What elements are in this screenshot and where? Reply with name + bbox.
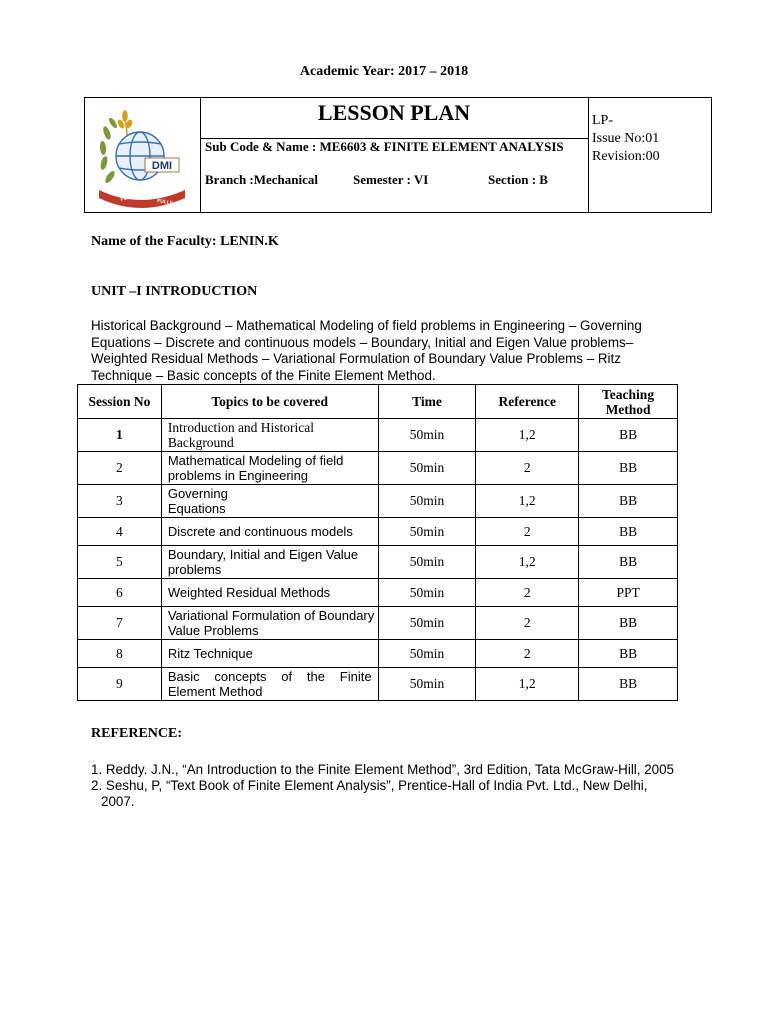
- reference-list: [91, 762, 681, 810]
- reference: 2: [476, 607, 579, 640]
- reference-item: 2. Seshu, P, “Text Book of Finite Element Analysis”, Prentice-Hall of India Pvt. Ltd., New Delhi, 2007.: [91, 778, 648, 809]
- teaching-method: BB: [579, 452, 678, 485]
- header-topics: Topics to be covered: [161, 385, 378, 419]
- section: Section : B: [488, 172, 548, 187]
- motto-left: FULLY HUMAN: [120, 188, 156, 203]
- revision-number: Revision:00: [592, 149, 660, 164]
- topic: Boundary, Initial and Eigen Value problems: [161, 546, 378, 579]
- teaching-method: BB: [579, 640, 678, 668]
- header-reference: Reference: [476, 385, 579, 419]
- time: 50min: [378, 579, 476, 607]
- title-cell: [200, 98, 589, 212]
- reference: 2: [476, 452, 579, 485]
- table-header-row: [78, 385, 678, 419]
- document-info: [592, 112, 660, 166]
- topic: Discrete and continuous models: [161, 518, 378, 546]
- session-no: 9: [78, 668, 162, 701]
- lp-number: LP-: [592, 113, 613, 128]
- session-no: 3: [78, 485, 162, 518]
- subject-code-name: Sub Code & Name : ME6603 & FINITE ELEMENT ANALYSIS: [205, 139, 564, 154]
- table-row: [78, 579, 678, 607]
- time: 50min: [378, 485, 476, 518]
- session-no: 8: [78, 640, 162, 668]
- topic: Weighted Residual Methods: [161, 579, 378, 607]
- page-title: LESSON PLAN: [317, 100, 471, 125]
- table-row: [78, 452, 678, 485]
- teaching-method: BB: [579, 546, 678, 579]
- reference: 1,2: [476, 485, 579, 518]
- reference: 2: [476, 640, 579, 668]
- teaching-method: PPT: [579, 579, 678, 607]
- header-time: Time: [378, 385, 476, 419]
- table-row: [78, 485, 678, 518]
- table-row: [78, 668, 678, 701]
- globe-icon: [116, 132, 164, 180]
- unit-title: UNIT –I INTRODUCTION: [91, 284, 258, 299]
- table-row: [78, 640, 678, 668]
- topic: Variational Formulation of Boundary Value Problems: [161, 607, 378, 640]
- time: 50min: [378, 419, 476, 452]
- logo-text: DMI: [151, 160, 173, 172]
- teaching-method: BB: [579, 518, 678, 546]
- session-no: 6: [78, 579, 162, 607]
- reference: 2: [476, 518, 579, 546]
- topic: Ritz Technique: [161, 640, 378, 668]
- header-box: [84, 97, 712, 213]
- header-session-no: Session No: [78, 385, 162, 419]
- topic: Introduction and Historical Background: [161, 419, 378, 452]
- reference: 1,2: [476, 419, 579, 452]
- branch: Branch :Mechanical: [205, 172, 319, 187]
- time: 50min: [378, 452, 476, 485]
- topic: Basic concepts of the Finite Element Method: [161, 668, 378, 701]
- table-row: [78, 607, 678, 640]
- reference: 1,2: [476, 546, 579, 579]
- time: 50min: [378, 546, 476, 579]
- time: 50min: [378, 640, 476, 668]
- teaching-method: BB: [579, 668, 678, 701]
- reference: 2: [476, 579, 579, 607]
- session-no: 2: [78, 452, 162, 485]
- semester: Semester : VI: [353, 172, 429, 187]
- table-row: [78, 546, 678, 579]
- dmi-logo: [85, 98, 200, 212]
- issue-number: Issue No:01: [592, 131, 660, 146]
- topic: Governing Equations: [161, 485, 378, 518]
- unit-description: Historical Background – Mathematical Modeling of field problems in Engineering – Governing Equations – Discrete and continuous models – Boundary, Initial and Eigen Value problems– Weighted Residual Methods – Variational Formulation of Boundary Value Problems – Ritz Technique – Basic concepts of the Finite Element Method.: [91, 318, 642, 383]
- academic-year: Academic Year: 2017 – 2018: [299, 64, 469, 79]
- laurel-icon: [99, 117, 118, 185]
- time: 50min: [378, 607, 476, 640]
- reference: 1,2: [476, 668, 579, 701]
- topic: Mathematical Modeling of field problems in Engineering: [161, 452, 378, 485]
- session-no: 5: [78, 546, 162, 579]
- teaching-method: BB: [579, 607, 678, 640]
- table-row: [78, 419, 678, 452]
- session-no: 4: [78, 518, 162, 546]
- lesson-plan-table: [77, 384, 678, 701]
- faculty-name: Name of the Faculty: LENIN.K: [91, 234, 279, 249]
- table-row: [78, 518, 678, 546]
- session-no: 7: [78, 607, 162, 640]
- reference-item: 1. Reddy. J.N., “An Introduction to the Finite Element Method”, 3rd Edition, Tata McGraw-Hill, 2005: [91, 762, 675, 777]
- time: 50min: [378, 668, 476, 701]
- logo-cell: [85, 98, 201, 212]
- header-teaching-method: Teaching Method: [579, 385, 678, 419]
- session-no: 1: [78, 419, 162, 452]
- teaching-method: BB: [579, 419, 678, 452]
- teaching-method: BB: [579, 485, 678, 518]
- reference-title: REFERENCE:: [91, 726, 183, 741]
- motto-right: FULLY ALIVE: [156, 198, 189, 210]
- time: 50min: [378, 518, 476, 546]
